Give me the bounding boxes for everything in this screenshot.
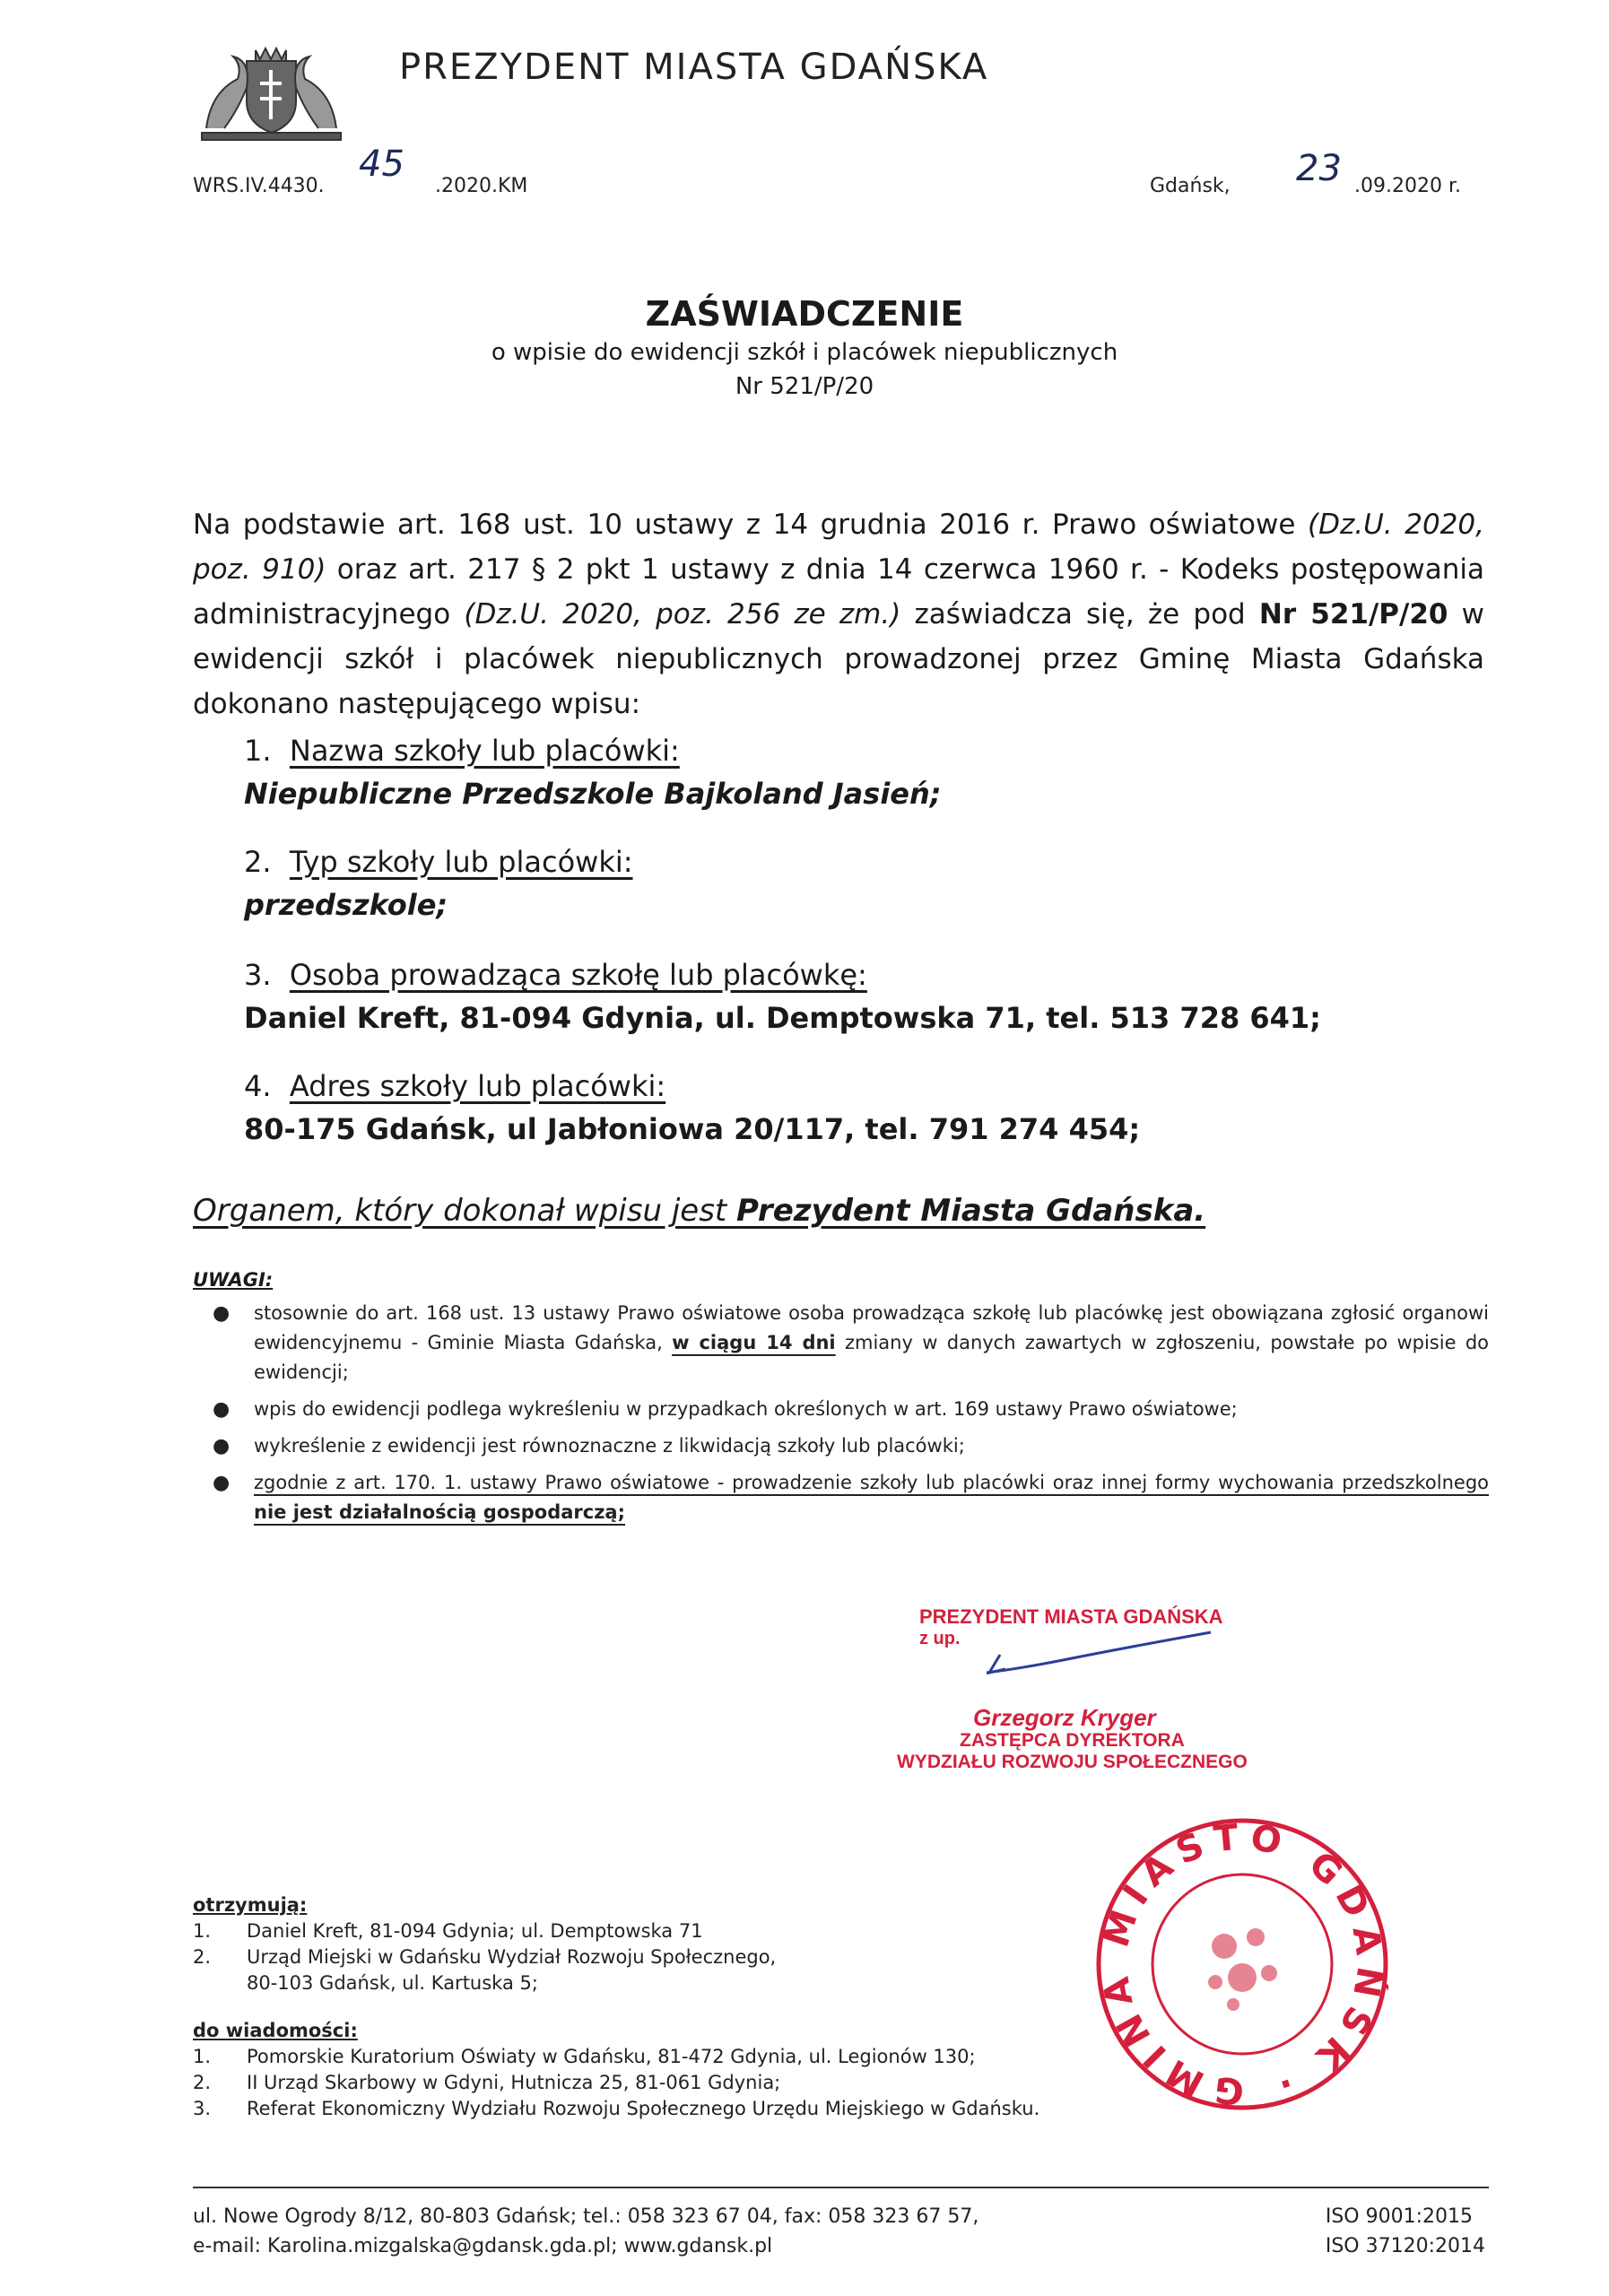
registering-authority-statement: Organem, który dokonał wpisu jest Prezydent Miasta Gdańska. — [193, 1193, 1206, 1229]
item-4-label: 4. Adres szkoły lub placówki: — [244, 1069, 666, 1103]
iso-37120: ISO 37120:2014 — [1325, 2235, 1485, 2257]
footer-email-link[interactable]: e-mail: Karolina.mizgalska@gdansk.gda.pl; www.gdansk.pl — [193, 2235, 773, 2257]
recipient-item: 2. Urząd Miejski w Gdańsku Wydział Rozwoju Społecznego, — [193, 1946, 777, 1968]
notes-list — [193, 1299, 1489, 1535]
reference-prefix: WRS.IV.4430. — [193, 175, 325, 197]
note-item: ● wykreślenie z ewidencji jest równoznaczne z likwidacją szkoły lub placówki; — [213, 1435, 965, 1457]
note-item: ● zgodnie z art. 170. 1. ustawy Prawo oświatowe - prowadzenie szkoły lub placówki oraz innej formy wychowania przedszkolnego nie jest działalnością gospodarczą; — [213, 1472, 1489, 1523]
footer-certifications — [1326, 2202, 1485, 2261]
distribution-lists — [193, 1892, 1039, 2122]
note-item: ● stosownie do art. 168 ust. 13 ustawy Prawo oświatowe osoba prowadząca szkołę lub placówkę jest obowiązana zgłosić organowi ewidencyjnemu - Gminie Miasta Gdańska, w ciągu 14 dni zmiany w danych zawartych w zgłoszeniu, powstałe po wpisie do ewidencji; — [213, 1302, 1489, 1383]
recipient-item: 1. Daniel Kreft, 81-094 Gdynia; ul. Demptowska 71 — [193, 1920, 703, 1942]
place: Gdańsk, — [1150, 175, 1231, 197]
signatory-name: Grzegorz Kryger — [973, 1704, 1156, 1731]
item-4-value: 80-175 Gdańsk, ul Jabłoniowa 20/117, tel. 791 274 454; — [244, 1112, 1141, 1146]
footer-address: ul. Nowe Ogrody 8/12, 80-803 Gdańsk; tel.: 058 323 67 04, fax: 058 323 67 57, — [193, 2205, 979, 2228]
signature-authority: PREZYDENT MIASTA GDAŃSKA — [919, 1605, 1223, 1628]
info-item: 2. II Urząd Skarbowy w Gdyni, Hutnicza 25, 81-061 Gdynia; — [193, 2072, 781, 2093]
item-1-label: 1. Nazwa szkoły lub placówki: — [244, 734, 680, 768]
reference-suffix: .2020.KM — [435, 175, 528, 197]
official-round-stamp — [1090, 1812, 1395, 2117]
item-1-value: Niepubliczne Przedszkole Bajkoland Jasień; — [244, 777, 942, 811]
item-3-value: Daniel Kreft, 81-094 Gdynia, ul. Demptowska 71, tel. 513 728 641; — [244, 1001, 1321, 1035]
document-number: Nr 521/P/20 — [735, 373, 874, 400]
document-subtitle: o wpisie do ewidencji szkół i placówek niepublicznych — [491, 339, 1118, 366]
info-item: 3. Referat Ekonomiczny Wydziału Rozwoju Społecznego Urzędu Miejskiego w Gdańsku. — [193, 2098, 1040, 2119]
item-2-value: przedszkole; — [244, 888, 448, 922]
footer-contact — [193, 2202, 978, 2261]
info-item: 1. Pomorskie Kuratorium Oświaty w Gdańsku, 81-472 Gdynia, ul. Legionów 130; — [193, 2046, 976, 2067]
handwritten-signature — [982, 1628, 1215, 1682]
office-heading: PREZYDENT MIASTA GDAŃSKA — [399, 47, 989, 88]
legal-basis-paragraph: Na podstawie art. 168 ust. 10 ustawy z 14 grudnia 2016 r. Prawo oświatowe (Dz.U. 2020, poz. 910) oraz art. 217 § 2 pkt 1 ustawy z dnia 14 czerwca 1960 r. - Kodeks postępowania administracyjnego (Dz.U. 2020, poz. 256 ze zm.) zaświadcza się, że pod Nr 521/P/20 w ewidencji szkół i placówek niepublicznych prowadzonej przez Gminę Miasta Gdańska dokonano następującego wpisu: — [193, 509, 1484, 720]
signatory-role: ZASTĘPCA DYREKTORA — [960, 1730, 1185, 1751]
svg-text:MIASTO GDAŃSK · GMINA: MIASTO GDAŃSK · GMINA — [1093, 1815, 1391, 2113]
gdansk-coat-of-arms-logo — [193, 43, 350, 142]
notes-heading: UWAGI: — [193, 1269, 274, 1291]
info-heading: do wiadomości: — [193, 2020, 358, 2041]
recipient-item: 80-103 Gdańsk, ul. Kartuska 5; — [247, 1972, 538, 1994]
note-item: ● wpis do ewidencji podlega wykreśleniu w przypadkach określonych w art. 169 ustawy Prawo oświatowe; — [213, 1398, 1238, 1421]
footer-divider — [193, 2187, 1489, 2188]
iso-9001: ISO 9001:2015 — [1325, 2205, 1473, 2228]
item-3-label: 3. Osoba prowadząca szkołę lub placówkę: — [244, 958, 867, 992]
signatory-department: WYDZIAŁU ROZWOJU SPOŁECZNEGO — [897, 1752, 1248, 1772]
document-title: ZAŚWIADCZENIE — [645, 294, 964, 334]
recipients-heading: otrzymują: — [193, 1894, 308, 1916]
item-2-label: 2. Typ szkoły lub placówki: — [244, 845, 633, 879]
date-suffix: .09.2020 r. — [1354, 175, 1461, 197]
reference-handwritten-number: 45 — [359, 144, 404, 185]
date-handwritten-day: 23 — [1296, 148, 1342, 189]
signature-proxy: z up. — [919, 1629, 961, 1648]
